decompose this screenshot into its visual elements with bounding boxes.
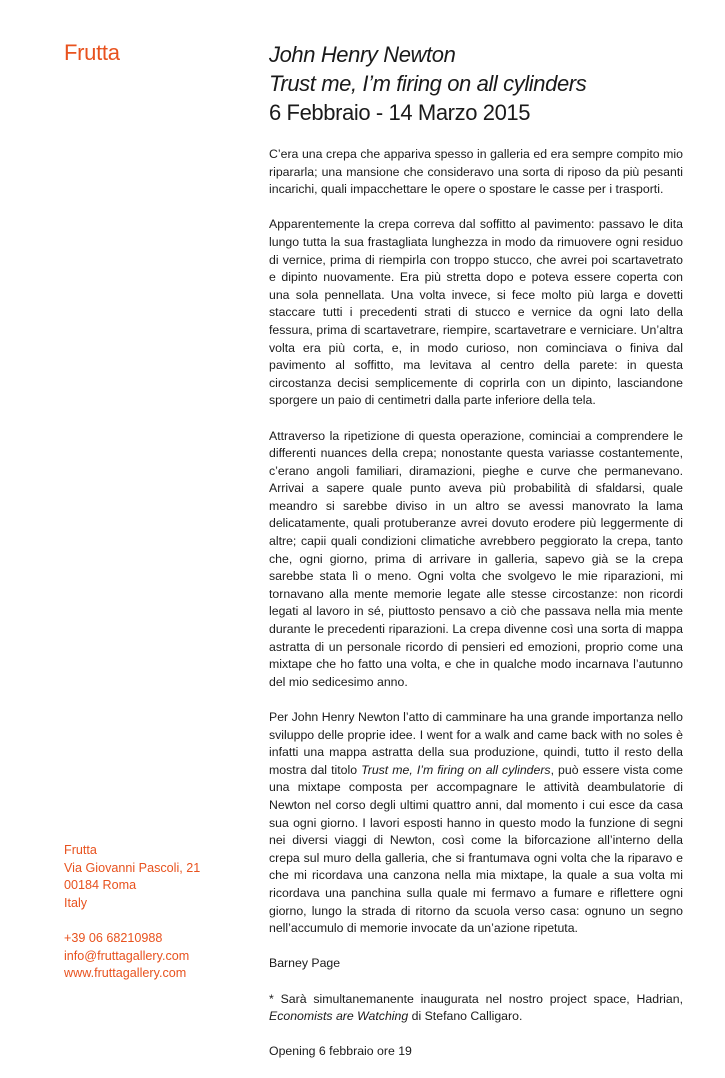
artist-name: John Henry Newton xyxy=(269,42,456,67)
contact-website[interactable]: www.fruttagallery.com xyxy=(64,966,187,981)
paragraph-4-text-a: Per John Henry Newton l’atto di camminare ha una grande importanza nello sviluppo delle proprie idee. I went for a walk and came back with no soles è infatti una mappa astratta della sua produzione, quindi, tutto il resto della mostra dal titolo xyxy=(269,710,683,777)
paragraph-1: C’era una crepa che appariva spesso in galleria ed era sempre compito mio ripararla; una mansione che consideravo una sorta di riposo da più pesanti incarichi, quali impacchettare le opere o spostare le casse per i trasporti. xyxy=(269,147,683,197)
author-signature: Barney Page xyxy=(269,956,341,971)
exhibition-header xyxy=(269,40,689,127)
note-text-b: di Stefano Calligaro. xyxy=(408,1009,523,1024)
exhibition-dates: 6 Febbraio - 14 Marzo 2015 xyxy=(269,100,531,125)
contact-street: Via Giovanni Pascoli, 21 xyxy=(64,860,201,875)
contact-block xyxy=(64,842,254,983)
exhibition-title: Trust me, I’m firing on all cylinders xyxy=(269,71,587,96)
gallery-logo: Frutta xyxy=(64,40,120,65)
contact-phone[interactable]: +39 06 68210988 xyxy=(64,930,163,945)
project-space-exhibition-title: Economists are Watching xyxy=(269,1009,409,1024)
paragraph-2: Apparentemente la crepa correva dal soffitto al pavimento: passavo le dita lungo tutta la sua frastagliata lunghezza in modo da rimuovere ogni residuo di vernice, prima di riempirla con troppo stucco, che avrei poi scartavetrato e dipinto nuovamente. Era più stretta dopo e poteva essere coperta con una sola pennellata. Una volta invece, si fece molto più larga e dovetti staccare tutti i precedenti strati di stucco e vernice da ogni lato della fessura, prima di scartavetrare, riempire, scartavetrare e verniciare. Un’altra volta era più corta, e, in modo curioso, non cominciava o finiva dal pavimento al soffitto, ma levitava al centro della parete: in questa circostanza decisi semplicemente di coprirla con un dipinto, lasciandone sporgere un paio di centimetri dalla parte inferiore della tela. xyxy=(269,217,683,408)
project-space-note xyxy=(269,991,683,1026)
note-text-a: * Sarà simultanemanente inaugurata nel nostro project space, Hadrian, xyxy=(269,991,683,1006)
contact-spacer xyxy=(64,912,254,930)
contact-city: 00184 Roma xyxy=(64,878,137,893)
paragraph-4-text-b: , può essere vista come una mixtape composta per accompagnare le attività deambulatorie di Newton nel corso degli ultimi quattro anni, dal momento i cui esce da casa sua ogni giorno. I lavori esposti hanno in questo modo la funzione di segni nei diversi viaggi di Newton, così come la biforcazione all’interno della crepa sul muro della galleria, che si frantumava ogni volta che la riparavo e che mi ricordava una canzona nella mia mixtape, la quale a sua volta mi ricordava una panchina sulla quale mi fermavo a fumare e riflettere ogni giorno, lungo la strada di ritorno da scuola verso casa: ognuno un segno nell’accumulo di memorie invocate da un’azione ripetuta. xyxy=(269,762,683,936)
paragraph-3: Attraverso la ripetizione di questa operazione, cominciai a comprendere le differenti nuances della crepa; nonostante questa variasse costantemente, c’erano angoli familiari, diramazioni, pieghe e curve che permanevano. Arrivai a sapere quale punto aveva più probabilità di sfaldarsi, quale meandro si sarebbe diviso in un altro se avessi manovrato la lama delicatamente, quali protuberanze avrei dovuto erodere più leggermente di altre; capii quali condizioni climatiche avrebbero peggiorato la crepa, tanto che, ogni giorno, prima di arrivare in galleria, sapevo già se la crepa sarebbe stata lì o meno. Ogni volta che svolgevo le mie riparazioni, mi tornavano alla mente memorie legate alle stesse circostanze: non ricordi legati al lavoro in sé, piuttosto pensavo a ciò che passava nella mia mente durante le precedenti riparazioni. La crepa divenne così una sorta di mappa astratta di un personale ricordo di pensieri ed emozioni, proprio come una mixtape che ho fatto una volta, e che in qualche modo incarnava l’autunno del mio sedicesimo anno. xyxy=(269,428,683,689)
contact-name: Frutta xyxy=(64,843,97,857)
exhibition-title-inline: Trust me, I’m firing on all cylinders xyxy=(361,762,551,777)
press-release-text xyxy=(269,146,683,1078)
contact-email[interactable]: info@fruttagallery.com xyxy=(64,948,190,963)
paragraph-4 xyxy=(269,709,683,938)
opening-info: Opening 6 febbraio ore 19 xyxy=(269,1044,412,1059)
contact-country: Italy xyxy=(64,895,88,910)
